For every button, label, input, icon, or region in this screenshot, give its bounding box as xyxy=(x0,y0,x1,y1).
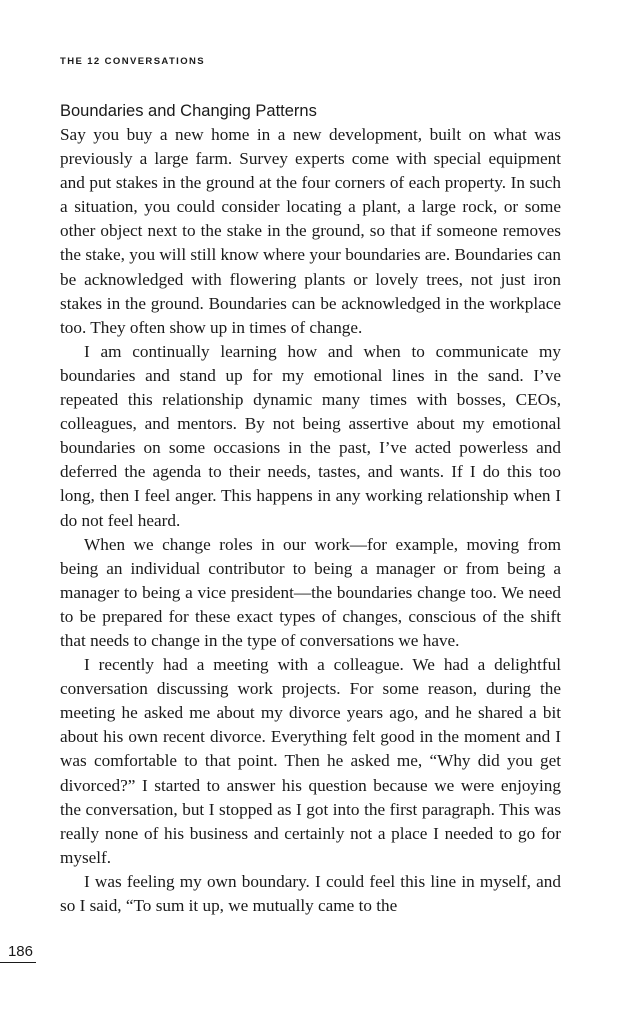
section-heading: Boundaries and Changing Patterns xyxy=(60,102,317,120)
paragraph: I am continually learning how and when to communicate my boundaries and stand up for my emotional lines in the sand. I’ve repeated this relationship dynamic many times with bosses, CEOs, colleagues, and mentors. By not being assertive about my emotional boundaries on some occasions in the past, I’ve acted powerless and deferred the agenda to their needs, tastes, and wants. If I do this too long, then I feel anger. This happens in any working relationship when I do not feel heard. xyxy=(60,341,561,530)
paragraph: Say you buy a new home in a new development, built on what was previously a large farm. Survey experts come with special equipment and put stakes in the ground at the four corners of each property. In such a situation, you could consider locating a plant, a large rock, or some other object next to the stake in the ground, so that if someone removes the stake, you will still know where your boundaries are. Boundaries can be acknowledged with flowering plants or lovely trees, not just iron stakes in the ground. Boundaries can be acknowledged in the workplace too. They often show up in times of change. xyxy=(60,125,561,337)
paragraph: I was feeling my own boundary. I could feel this line in myself, and so I said, “To sum it up, we mutually came to the xyxy=(60,871,561,915)
page-body xyxy=(60,99,561,918)
paragraph: I recently had a meeting with a colleague. We had a delightful conversation discussing work projects. For some reason, during the meeting he asked me about my divorce years ago, and he shared a bit about his own recent divorce. Everything felt good in the moment and I was comfortable to that point. Then he asked me, “Why did you get divorced?” I started to answer his question because we were enjoying the conversation, but I stopped as I got into the first paragraph. This was really none of his business and certainly not a place I needed to go for myself. xyxy=(60,655,561,867)
running-head: THE 12 CONVERSATIONS xyxy=(60,56,206,67)
paragraph: When we change roles in our work—for example, moving from being an individual contributor to being a manager or from being a manager to being a vice president—the boundaries change too. We need to be prepared for these exact types of changes, conscious of the shift that needs to change in the type of conversations we have. xyxy=(60,534,561,650)
page-number: 186 xyxy=(0,943,36,963)
